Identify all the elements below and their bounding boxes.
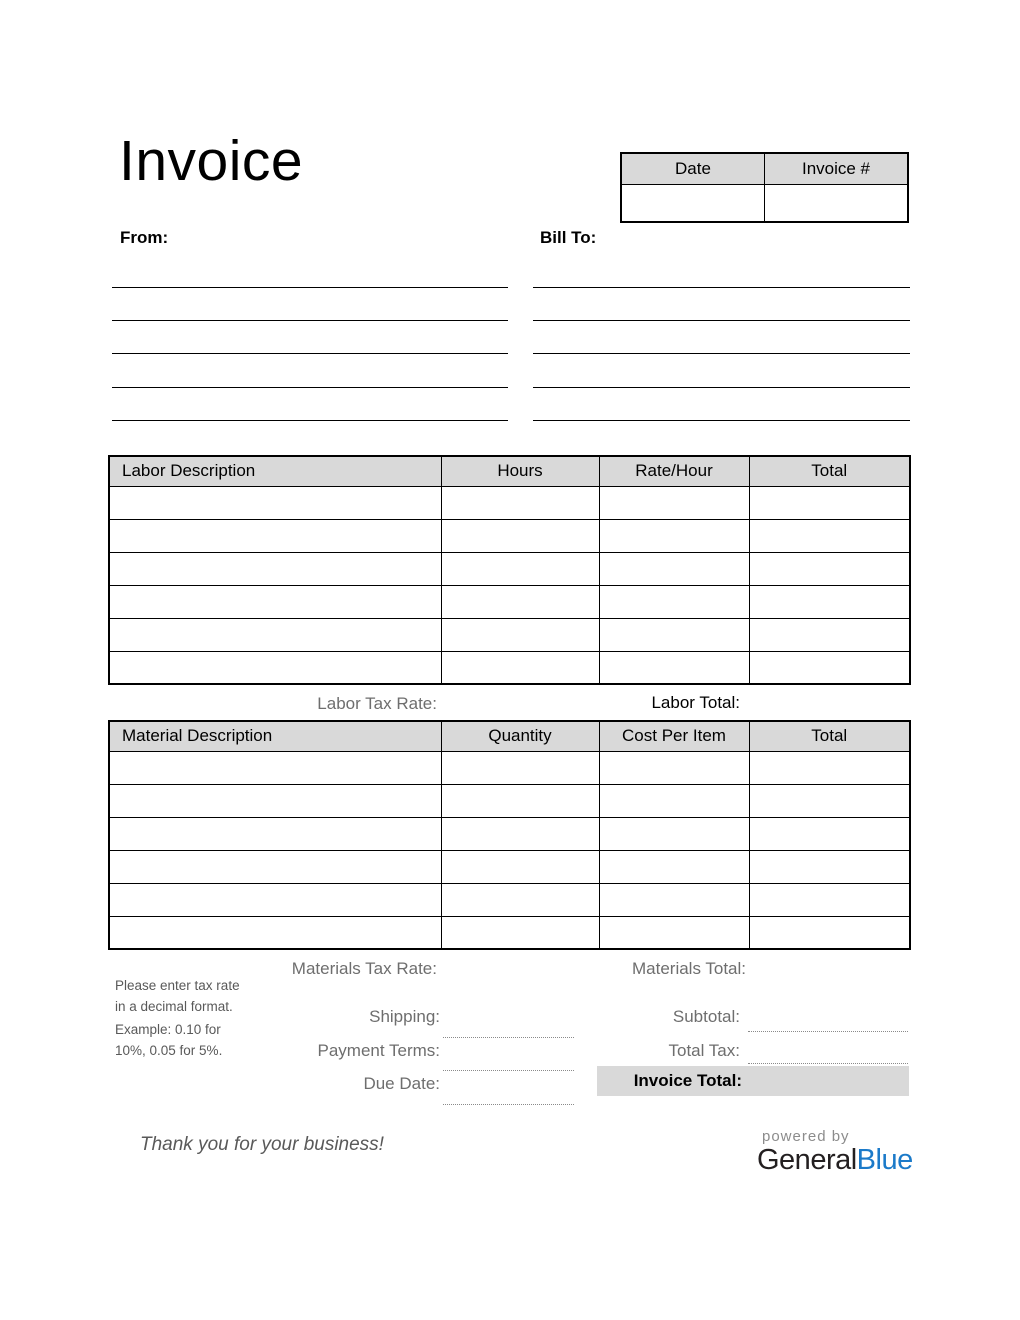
bill-to-line-2[interactable] — [533, 320, 910, 321]
material-cell[interactable] — [599, 883, 749, 916]
material-cell[interactable] — [109, 751, 441, 784]
material-cell[interactable] — [441, 784, 599, 817]
labor-cell[interactable] — [441, 486, 599, 519]
rate-per-hour-header: Rate/Hour — [599, 456, 749, 486]
material-cell[interactable] — [599, 817, 749, 850]
material-cell[interactable] — [109, 883, 441, 916]
from-line-4[interactable] — [112, 387, 508, 388]
bill-to-line-3[interactable] — [533, 353, 910, 354]
payment-terms-label: Payment Terms: — [317, 1041, 440, 1060]
material-description-header: Material Description — [109, 721, 441, 751]
material-cell[interactable] — [441, 916, 599, 949]
material-cell[interactable] — [599, 916, 749, 949]
from-label: From: — [120, 228, 169, 247]
bill-to-line-5[interactable] — [533, 420, 910, 421]
labor-cell[interactable] — [749, 651, 910, 684]
labor-cell[interactable] — [749, 552, 910, 585]
labor-cell[interactable] — [109, 486, 441, 519]
from-line-2[interactable] — [112, 320, 508, 321]
labor-tax-rate-label: Labor Tax Rate: — [317, 694, 437, 713]
date-header: Date — [621, 153, 765, 184]
labor-row — [109, 618, 910, 651]
labor-cell[interactable] — [441, 618, 599, 651]
labor-total-header: Total — [749, 456, 910, 486]
material-cell[interactable] — [599, 784, 749, 817]
labor-cell[interactable] — [599, 486, 749, 519]
material-cell[interactable] — [441, 883, 599, 916]
labor-cell[interactable] — [749, 618, 910, 651]
labor-cell[interactable] — [109, 618, 441, 651]
material-cell[interactable] — [109, 850, 441, 883]
from-line-1[interactable] — [112, 287, 508, 288]
brand-general-text: General — [757, 1144, 857, 1176]
labor-cell[interactable] — [599, 552, 749, 585]
bill-to-label: Bill To: — [540, 228, 597, 247]
material-row — [109, 751, 910, 784]
tax-rate-note-line2: Example: 0.10 for 10%, 0.05 for 5%. — [115, 1021, 223, 1058]
material-row — [109, 883, 910, 916]
labor-total-label: Labor Total: — [651, 693, 740, 712]
due-date-input[interactable] — [443, 1081, 574, 1105]
quantity-header: Quantity — [441, 721, 599, 751]
invoice-number-header: Invoice # — [765, 153, 909, 184]
material-cell[interactable] — [441, 817, 599, 850]
labor-cell[interactable] — [441, 552, 599, 585]
labor-cell[interactable] — [599, 618, 749, 651]
labor-cell[interactable] — [441, 519, 599, 552]
labor-cell[interactable] — [749, 585, 910, 618]
labor-cell[interactable] — [749, 519, 910, 552]
bill-to-line-1[interactable] — [533, 287, 910, 288]
labor-cell[interactable] — [109, 585, 441, 618]
labor-cell[interactable] — [441, 651, 599, 684]
material-row — [109, 817, 910, 850]
labor-cell[interactable] — [109, 651, 441, 684]
due-date-label: Due Date: — [363, 1074, 440, 1093]
material-cell[interactable] — [749, 751, 910, 784]
labor-table — [108, 455, 911, 685]
material-cell[interactable] — [749, 916, 910, 949]
labor-cell[interactable] — [599, 585, 749, 618]
labor-description-header: Labor Description — [109, 456, 441, 486]
labor-row — [109, 585, 910, 618]
material-row — [109, 916, 910, 949]
material-cell[interactable] — [441, 850, 599, 883]
material-cell[interactable] — [749, 850, 910, 883]
labor-cell[interactable] — [109, 552, 441, 585]
material-cell[interactable] — [749, 883, 910, 916]
subtotal-input[interactable] — [748, 1008, 908, 1032]
tax-rate-note-line1: Please enter tax rate in a decimal format. — [115, 978, 240, 1014]
material-cell[interactable] — [109, 916, 441, 949]
material-row — [109, 784, 910, 817]
material-table — [108, 720, 911, 950]
labor-row — [109, 651, 910, 684]
material-cell[interactable] — [599, 751, 749, 784]
shipping-label: Shipping: — [369, 1007, 440, 1026]
total-tax-input[interactable] — [748, 1040, 908, 1064]
bill-to-line-4[interactable] — [533, 387, 910, 388]
brand-blue-text: Blue — [856, 1144, 913, 1176]
brand-block — [757, 1128, 913, 1175]
from-line-5[interactable] — [112, 420, 508, 421]
total-tax-label: Total Tax: — [668, 1041, 740, 1060]
labor-cell[interactable] — [599, 651, 749, 684]
material-cell[interactable] — [109, 817, 441, 850]
hours-header: Hours — [441, 456, 599, 486]
materials-tax-rate-label: Materials Tax Rate: — [291, 959, 437, 978]
material-row — [109, 850, 910, 883]
labor-row — [109, 519, 910, 552]
date-input-cell[interactable] — [621, 184, 765, 222]
cost-per-item-header: Cost Per Item — [599, 721, 749, 751]
subtotal-label: Subtotal: — [672, 1007, 740, 1026]
material-cell[interactable] — [441, 751, 599, 784]
invoice-number-input-cell[interactable] — [765, 184, 909, 222]
invoice-total-field[interactable] — [597, 1066, 909, 1096]
labor-cell[interactable] — [441, 585, 599, 618]
thank-you-message: Thank you for your business! — [140, 1134, 384, 1155]
material-cell[interactable] — [109, 784, 441, 817]
labor-cell[interactable] — [749, 486, 910, 519]
material-cell[interactable] — [599, 850, 749, 883]
powered-by-text: powered by — [762, 1128, 850, 1145]
general-blue-logo — [757, 1145, 913, 1175]
material-cell[interactable] — [749, 817, 910, 850]
labor-row — [109, 486, 910, 519]
labor-cell[interactable] — [109, 519, 441, 552]
tax-rate-note — [115, 976, 250, 1062]
material-cell[interactable] — [749, 784, 910, 817]
material-total-header: Total — [749, 721, 910, 751]
from-line-3[interactable] — [112, 353, 508, 354]
date-invoice-table — [620, 152, 909, 223]
invoice-total-label: Invoice Total: — [633, 1071, 742, 1090]
page-title: Invoice — [119, 129, 304, 193]
materials-total-label: Materials Total: — [631, 959, 746, 978]
labor-row — [109, 552, 910, 585]
labor-cell[interactable] — [599, 519, 749, 552]
